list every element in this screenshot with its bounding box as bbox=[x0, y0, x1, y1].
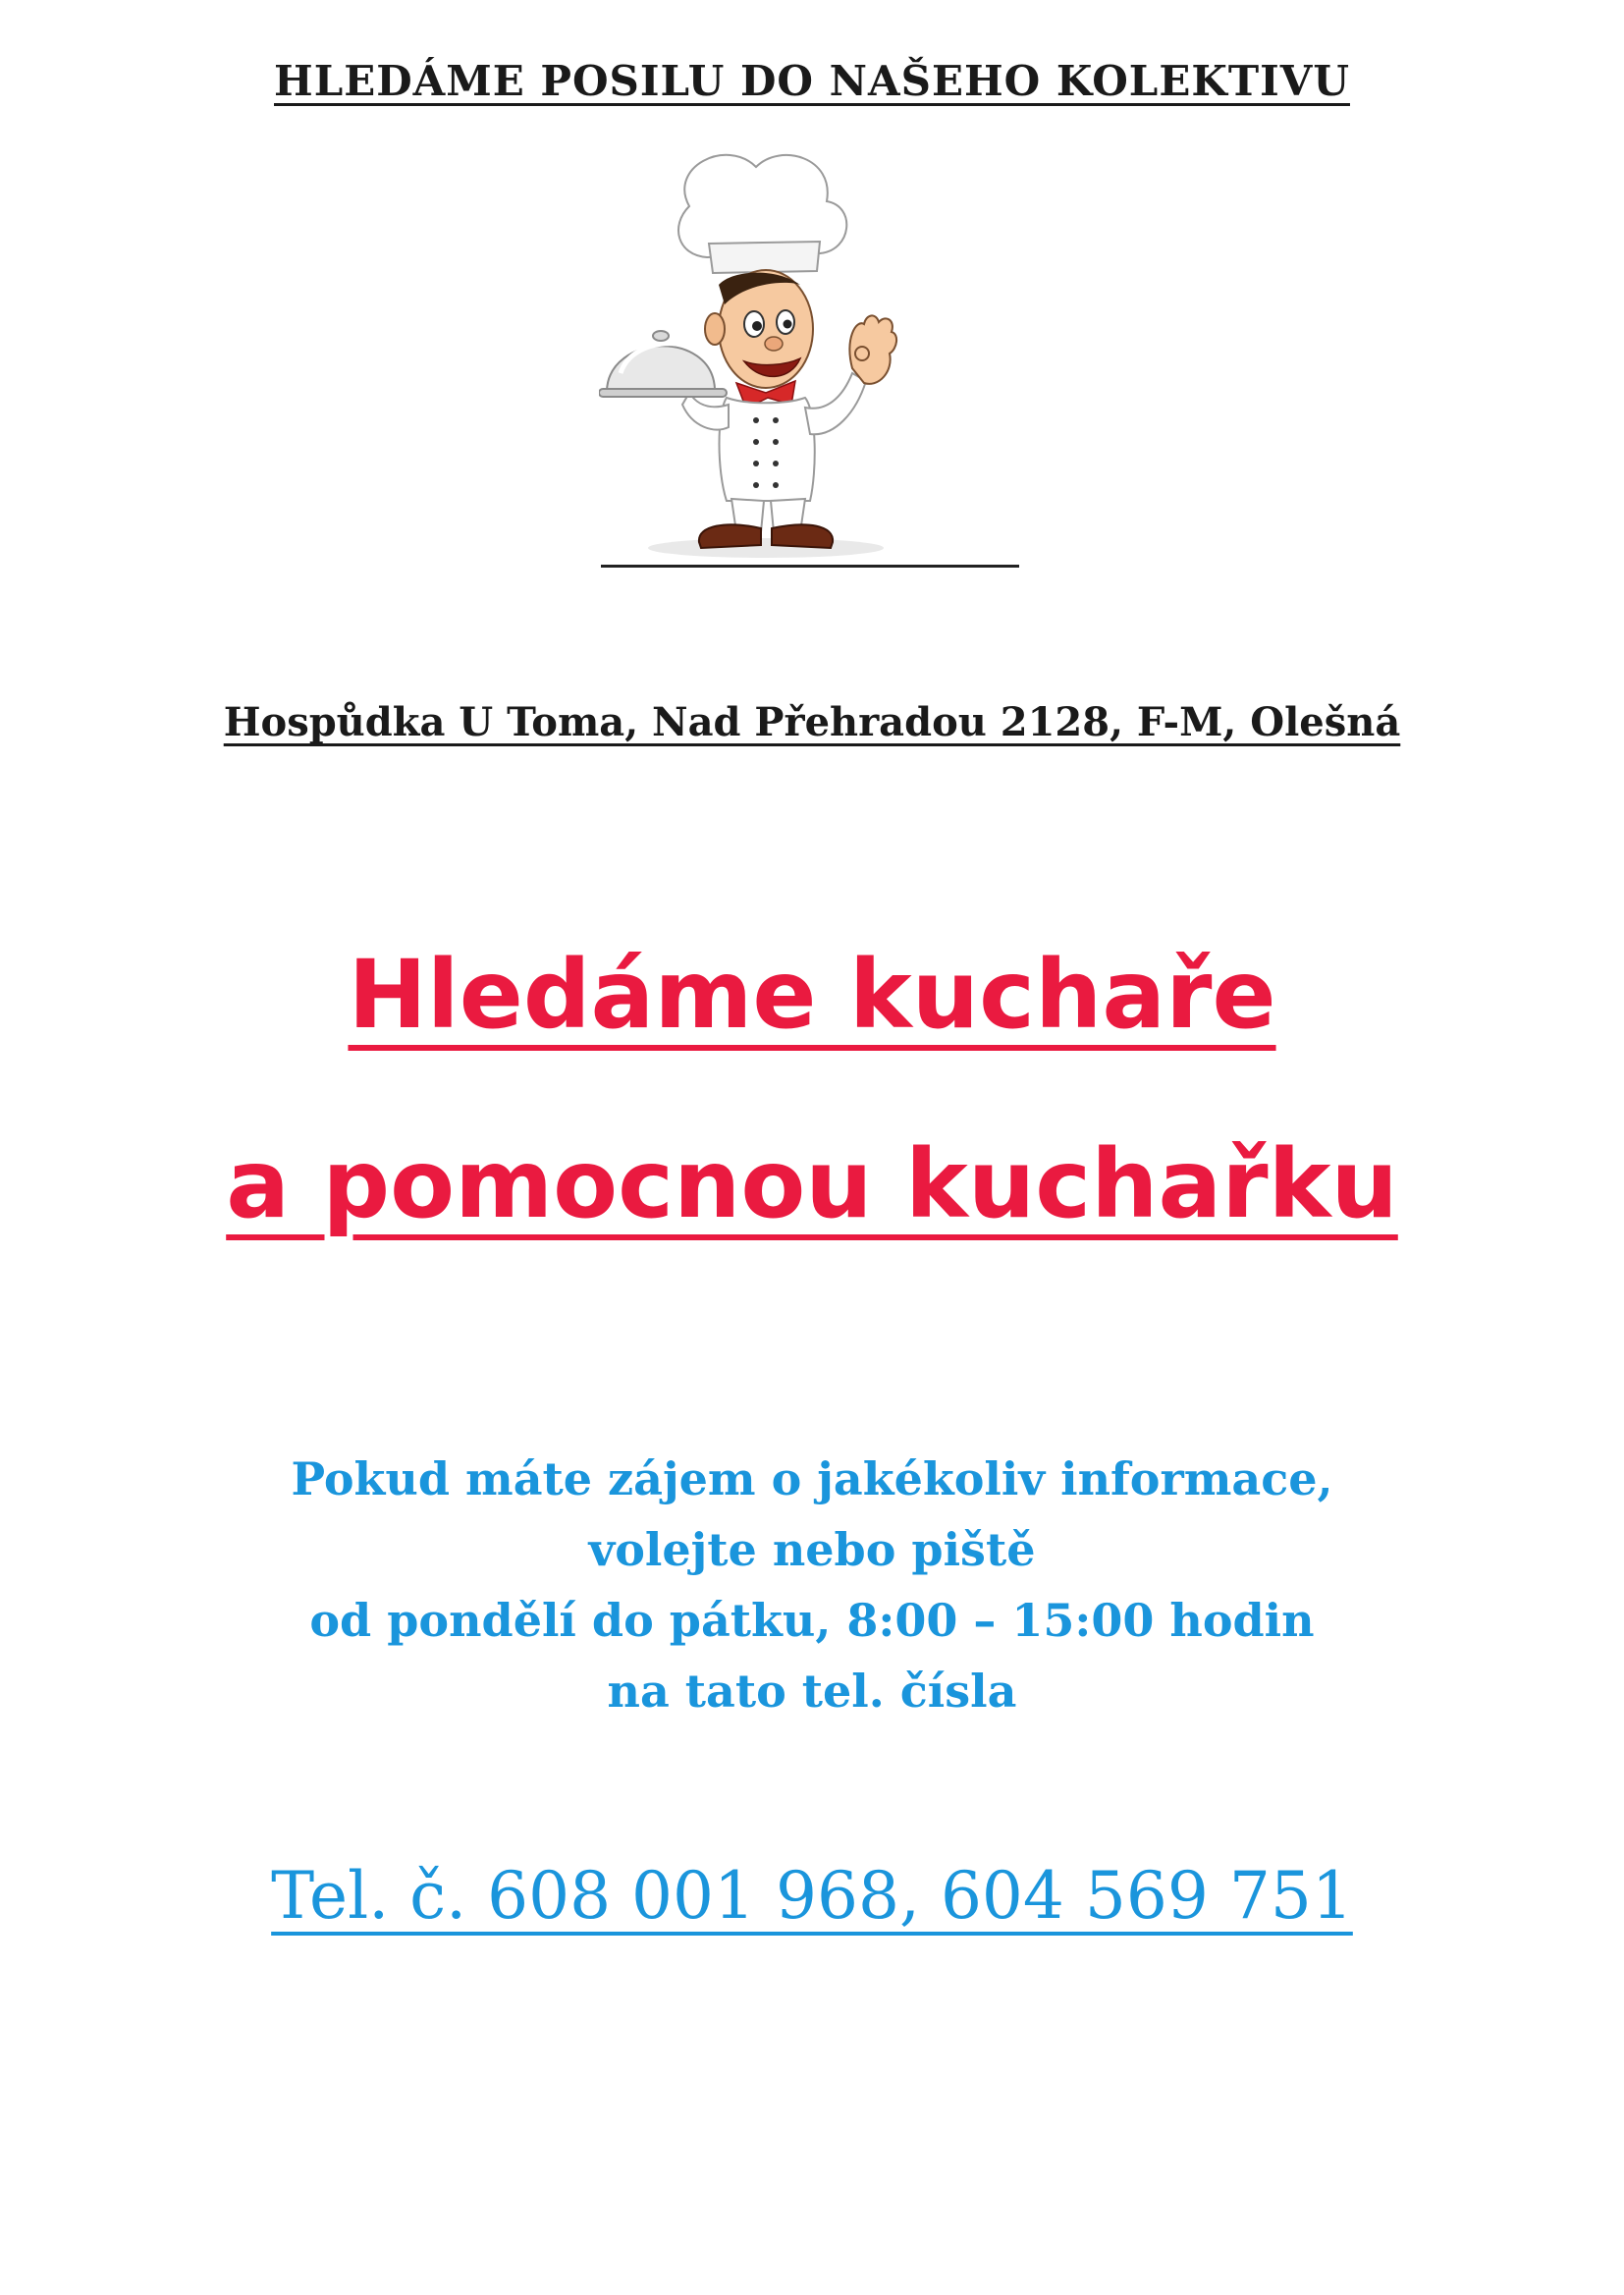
address-text: Hospůdka U Toma, Nad Přehradou 2128, F-M, Olešná bbox=[223, 699, 1401, 745]
poster-header-text: HLEDÁME POSILU DO NAŠEHO KOLEKTIVU bbox=[274, 57, 1350, 105]
illustration-divider bbox=[601, 565, 1019, 568]
headline-line-1-text: Hledáme kuchaře bbox=[348, 940, 1276, 1050]
headline-line-2 bbox=[0, 1129, 1624, 1239]
phone-numbers-text: Tel. č. 608 001 968, 604 569 751 bbox=[271, 1858, 1353, 1934]
headline-line-2-text: a pomocnou kuchařku bbox=[226, 1129, 1398, 1239]
address-line bbox=[0, 699, 1624, 745]
chef-icon bbox=[599, 147, 943, 570]
headline-line-1 bbox=[0, 940, 1624, 1050]
poster-header bbox=[0, 57, 1624, 105]
info-line-4: na tato tel. čísla bbox=[607, 1665, 1017, 1718]
info-line-1: Pokud máte zájem o jakékoliv informace, bbox=[291, 1452, 1333, 1505]
info-line-2: volejte nebo piště bbox=[588, 1523, 1036, 1576]
info-line-3: od pondělí do pátku, 8:00 – 15:00 hodin bbox=[309, 1594, 1315, 1647]
contact-info bbox=[0, 1444, 1624, 1726]
phone-numbers bbox=[0, 1858, 1624, 1934]
